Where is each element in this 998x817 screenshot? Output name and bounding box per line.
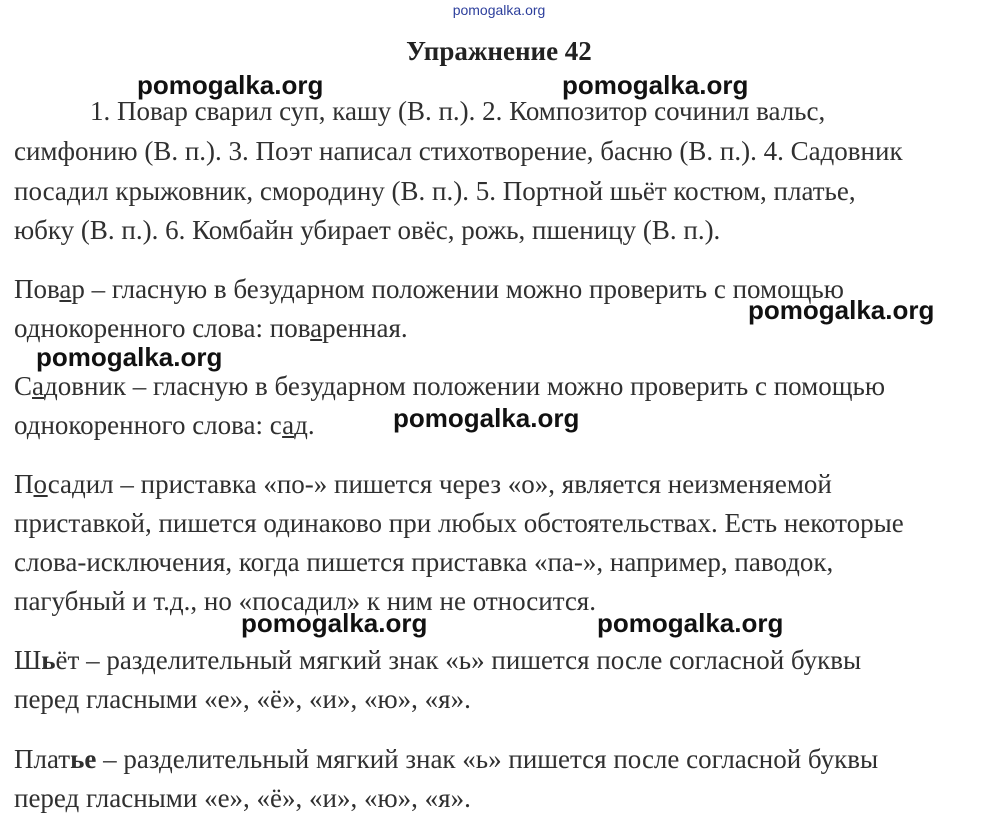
check-vowel: а: [282, 410, 295, 440]
exercise-line-2: симфонию (В. п.). 3. Поэт написал стихотворение, басню (В. п.). 4. Садовник: [14, 136, 903, 166]
sadovnik-explanation-line-1: Садовник – гласную в безударном положении можно проверить с помощью: [14, 371, 886, 401]
povar-explanation-line-2: однокоренного слова: поваренная.: [14, 313, 408, 343]
sadovnik-explanation-line-2: однокоренного слова: сад.: [14, 410, 315, 440]
sadovnik-word: Садовник: [14, 371, 127, 401]
unstressed-vowel: а: [32, 371, 44, 401]
site-header: pomogalka.org: [452, 2, 546, 18]
platye-word: Платье: [14, 744, 97, 774]
watermark: pomogalka.org: [241, 608, 428, 638]
exercise-line-3: посадил крыжовник, смородину (В. п.). 5. Портной шьёт костюм, платье,: [14, 176, 856, 206]
watermark: pomogalka.org: [597, 608, 784, 638]
check-vowel: а: [310, 313, 323, 343]
platye-explanation-line-1: Платье – разделительный мягкий знак «ь» пишется после согласной буквы: [14, 744, 879, 774]
platye-explanation-line-2: перед гласными «е», «ё», «и», «ю», «я».: [14, 783, 471, 813]
page-title: Упражнение 42: [406, 36, 592, 66]
exercise-line-1: 1. Повар сварил суп, кашу (В. п.). 2. Композитор сочинил вальс,: [90, 96, 826, 126]
posadil-explanation-line-3: слова-исключения, когда пишется приставка «па-», например, паводок,: [14, 547, 834, 577]
shyot-word: Шьёт: [14, 645, 80, 675]
unstressed-vowel: а: [59, 274, 72, 304]
povar-explanation-line-1: Повар – гласную в безударном положении можно проверить с помощью: [14, 274, 844, 304]
prefix-vowel: о: [33, 469, 48, 499]
exercise-line-4: юбку (В. п.). 6. Комбайн убирает овёс, рожь, пшеницу (В. п.).: [14, 215, 721, 245]
watermark: pomogalka.org: [562, 70, 749, 100]
soft-sign: ье: [70, 744, 97, 774]
watermark: pomogalka.org: [36, 342, 223, 372]
povar-word: Повар: [14, 274, 85, 304]
watermark: pomogalka.org: [137, 70, 324, 100]
soft-sign: ь: [41, 645, 56, 675]
shyot-explanation-line-1: Шьёт – разделительный мягкий знак «ь» пишется после согласной буквы: [14, 645, 862, 675]
shyot-explanation-line-2: перед гласными «е», «ё», «и», «ю», «я».: [14, 684, 471, 714]
posadil-explanation-line-4: пагубный и т.д., но «посадил» к ним не относится.: [14, 586, 596, 616]
watermark: pomogalka.org: [393, 403, 580, 433]
posadil-word: Посадил: [14, 469, 114, 499]
posadil-explanation-line-1: Посадил – приставка «по-» пишется через «о», является неизменяемой: [14, 469, 832, 499]
posadil-explanation-line-2: приставкой, пишется одинаково при любых обстоятельствах. Есть некоторые: [14, 508, 904, 538]
watermark: pomogalka.org: [748, 295, 935, 325]
